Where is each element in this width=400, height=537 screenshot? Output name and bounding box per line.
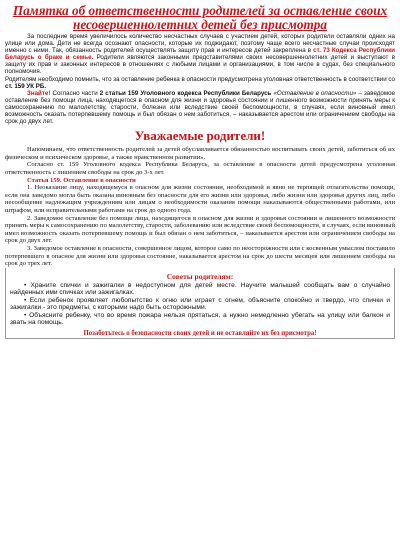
final-call: Позаботьтесь о безопасности своих детей и не оставляйте их без присмотра! <box>83 329 317 337</box>
article-heading: Статья 159. Оставление в опасности <box>27 176 136 184</box>
section-paragraph-2: Согласно ст. 159 Уголовного кодекса Республика Беларусь, за оставление в опасности детей предусмотрена уголовная ответственность с лишением свободы на срок до 3-х лет. <box>5 161 395 176</box>
section-dear-parents <box>5 129 395 268</box>
memo-page <box>5 4 395 529</box>
intro-text-2: Родителям необходимо помнить, что за оставление ребенка в опасности предусмотрена уголовная ответственность в соответствии со <box>5 75 395 83</box>
advice-box <box>5 268 395 339</box>
advice-heading: Советы родителям: <box>166 271 234 281</box>
article-item: 2. Заведомое оставление без помощи лица, находящегося в опасном для жизни и здоровья состоянии и лишенного возможности принять меры к самосохранению по малолетству, старости, заболеванию или вследствие своей беспомощности, в случаях, если виновный имел возможность оказать потерпевшему помощь и был обязан о нем заботиться, – наказывается арестом или ограничением свободы на срок до двух лет. <box>5 214 395 245</box>
family-code-reference: ст. 73 Кодекса Республики Беларусь о браке и семье. <box>5 47 395 62</box>
advice-item: • Объясните ребенку, что во время пожара нельзя прятаться, а нужно немедленно убегать на улицу или балкон и звать на помощь. <box>10 311 390 327</box>
criminal-code-reference: ст. 159 УК РБ. <box>5 82 47 90</box>
section-heading: Уважаемые родители! <box>134 128 266 144</box>
advice-item: • Если ребенок проявляет любопытство к огню или играет с огнем, объясните спокойно и твердо, что спички и зажигалки - это предметы, с которыми надо быть осторожными. <box>10 296 390 312</box>
know-lead: Знайте! <box>27 89 51 97</box>
article-item: 1. Неоказание лицу, находящемуся в опасном для жизни состоянии, необходимой и явно не терпящей отлагательства помощи, если она заведомо могла быть оказана виновным без опасности для его жизни или здоровья, либо жизни или здоровья других лиц, либо несообщение надлежащим учреждениям или лицам о необходимости оказания помощи наказываются общественными работами, или штрафом, или исправительными работами на срок до одного года. <box>5 184 395 214</box>
intro-paragraph-1 <box>5 33 395 76</box>
intro-text-1: За последние время увеличилось количество несчастных случаев с участием детей, которых родители оставляли одних на улице или дома. Дети не всегда осознают опасности, которые их поджидают, поэтому чаще всего несчастные случаи происходят именно с ними. Так, обязанность родителей осуществлять защиту прав и интересов детей закреплена в <box>5 33 395 55</box>
article-quote: «Оставление в опасности» <box>273 89 357 97</box>
intro-text-1-tail: Родители являются законными представителями своих несовершеннолетних детей и выступают в защиту их прав и законных интересов в отношениях с любыми лицами и организациями, в том числе в судах, без специального полномочия. <box>5 54 395 76</box>
advice-item: • Храните спички и зажигалки в недоступном для детей месте. Научите малышей сообщать вам о случайно найденных ими спичках или зажигалках. <box>10 281 390 297</box>
intro-text-3a: Согласно части <box>52 89 98 97</box>
intro-paragraph-3 <box>5 90 395 125</box>
intro-text-3-tail: – заведомое оставление без помощи лица, находящегося в опасном для жизни и здоровья состоянии и лишенного возможности принять меры к самосохранению по малолетству, старости, болезни или вследствие своей беспомощности, в случаях, если виновный имел возможность оказать потерпевшему помощь и был обязан о нем заботиться, – наказывается арестом или ограничением свободы на срок до двух лет. <box>5 89 395 126</box>
intro-paragraph-2 <box>5 76 395 90</box>
page-title: Памятка об ответственности родителей за оставление своих несовершеннолетних детей без присмотра <box>12 3 388 32</box>
article-159-reference: 2 статьи 159 Уголовного кодекса Республики Беларусь <box>99 89 272 97</box>
article-item: 3. Заведомое оставление в опасности, совершенное лицом, которое само по неосторожности или с косвенным умыслом поставило потерпевшего в опасное для жизни или здоровья состояние, наказывается арестом на срок до шести месяцев или лишением свободы на срок до трех лет. <box>5 244 395 268</box>
section-paragraph-1: Напоминаем, что ответственность родителей за детей обуславливается обязанностью воспитывать своих детей, заботиться об их физическом и психическом здоровье, а также нравственном развитии». <box>5 146 395 161</box>
